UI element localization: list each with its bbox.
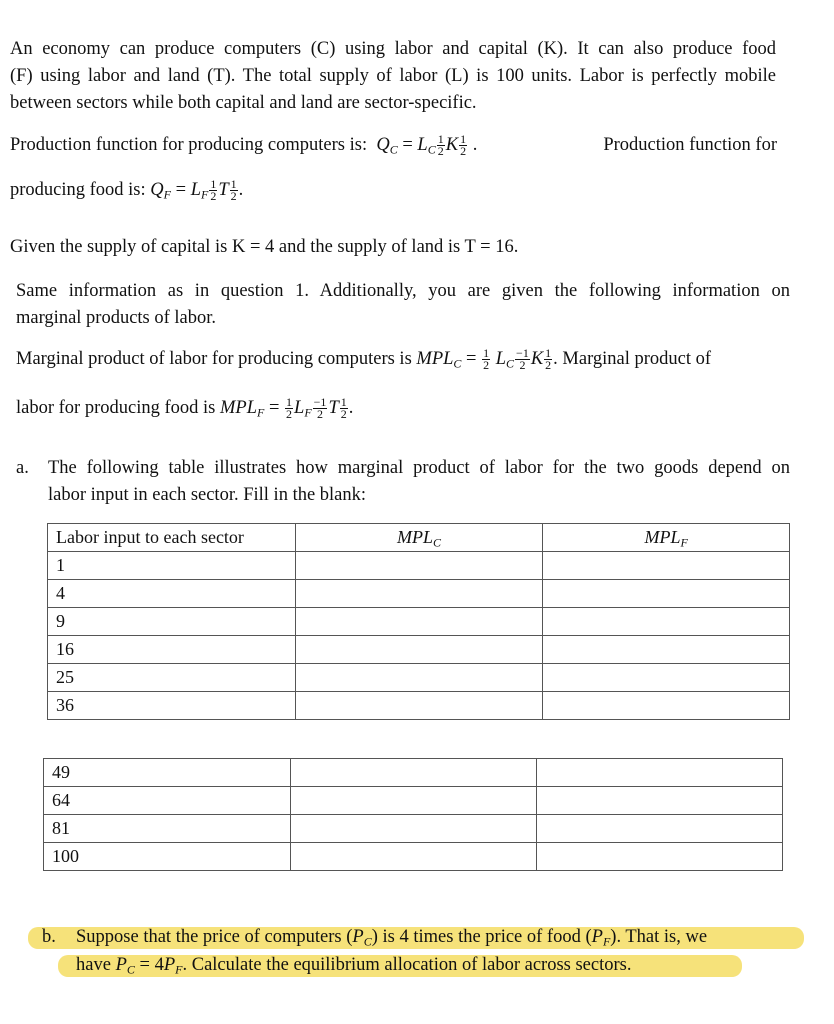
labor-value: 1 (48, 552, 296, 580)
mplc-blank[interactable] (295, 580, 543, 608)
header-mplf: $MPL_F$ (543, 524, 790, 552)
formula-mplc: $MPL_C$ = $\frac{1}{2}$ $L_C$ $\frac{-1}{2}$ K $\frac{1}{2}$ . (416, 346, 558, 373)
header-labor-input: Labor input to each sector (48, 524, 296, 552)
table-row (44, 787, 783, 815)
mpl-table-top (47, 523, 790, 720)
table-row (48, 552, 790, 580)
mpl-f-prefix: labor for producing food is (16, 398, 216, 418)
mpl-c-suffix: Marginal product of (562, 349, 712, 369)
part-b-line-1: Suppose that the price of computers $(P_C)$ is 4 times the price of food $(P_F)$. That is, we (76, 927, 708, 949)
supply-text: Given the supply of capital is K = 4 and the supply of land is T = 16. (10, 237, 519, 257)
mplf-blank[interactable] (537, 787, 783, 815)
intro-line-1: An economy can produce computers (C) using labor and capital (K). It can also produce food (10, 39, 776, 59)
formula-qc: $Q_C = L_C$ $\frac{1}{2}$ K $\frac{1}{2}$ . (376, 132, 478, 159)
part-a-line-2: labor input in each sector. Fill in the blank: (48, 485, 367, 505)
labor-value: 49 (44, 759, 291, 787)
mplf-blank[interactable] (537, 759, 783, 787)
labor-value: 64 (44, 787, 291, 815)
mplc-blank[interactable] (295, 636, 543, 664)
formula-qf: $Q_F = L_F$ $\frac{1}{2}$ T $\frac{1}{2}$ . (150, 177, 244, 204)
production-computers-prefix: Production function for producing computers is: (10, 135, 368, 155)
production-computers (10, 132, 490, 159)
mplc-blank[interactable] (290, 787, 537, 815)
mplc-blank[interactable] (295, 692, 543, 720)
labor-value: 36 (48, 692, 296, 720)
mplf-blank[interactable] (543, 636, 790, 664)
q2-line-1: Same information as in question 1. Additionally, you are given the following information on (16, 281, 790, 301)
header-mplc: $MPL_C$ (295, 524, 543, 552)
mplc-blank[interactable] (290, 815, 537, 843)
labor-value: 81 (44, 815, 291, 843)
intro-line-3: between sectors while both capital and land are sector-specific. (10, 93, 477, 113)
mplc-blank[interactable] (295, 608, 543, 636)
mplc-blank[interactable] (295, 664, 543, 692)
labor-value: 16 (48, 636, 296, 664)
production-food-prefix: Production function for (603, 135, 777, 155)
intro-line-2: (F) using labor and land (T). The total supply of labor (L) is 100 units. Labor is perfectly mobile (10, 66, 776, 86)
labor-value: 100 (44, 843, 291, 871)
mplc-blank[interactable] (295, 552, 543, 580)
table-header-row (48, 524, 790, 552)
mpl-c-prefix: Marginal product of labor for producing computers is (16, 349, 412, 369)
table-row (44, 815, 783, 843)
part-a-line-1: The following table illustrates how marginal product of labor for the two goods depend on (48, 458, 790, 478)
mplf-blank[interactable] (543, 692, 790, 720)
mplf-blank[interactable] (543, 552, 790, 580)
table-row (48, 580, 790, 608)
part-a-label: a. (16, 458, 29, 478)
mplf-blank[interactable] (537, 843, 783, 871)
q2-line-2: marginal products of labor. (16, 308, 217, 328)
mplf-blank[interactable] (543, 664, 790, 692)
mplf-blank[interactable] (543, 580, 790, 608)
production-food-line2: producing food is: (10, 180, 146, 200)
table-row (48, 692, 790, 720)
labor-value: 25 (48, 664, 296, 692)
table-row (44, 759, 783, 787)
labor-value: 4 (48, 580, 296, 608)
mpl-food (16, 395, 516, 422)
mplc-blank[interactable] (290, 759, 537, 787)
table-row (48, 636, 790, 664)
labor-value: 9 (48, 608, 296, 636)
table-row (48, 608, 790, 636)
mpl-computers (16, 346, 806, 373)
formula-mplf: $MPL_F$ = $\frac{1}{2}$ $L_F$ $\frac{-1}{2}$ T $\frac{1}{2}$ . (219, 395, 354, 422)
part-b-label: b. (42, 927, 56, 947)
part-b-line-2: have $P_C = 4P_F$. Calculate the equilibrium allocation of labor across sectors. (76, 955, 632, 977)
mplc-blank[interactable] (290, 843, 537, 871)
mpl-table-bottom (43, 758, 783, 871)
mplf-blank[interactable] (537, 815, 783, 843)
production-food (10, 177, 410, 204)
table-row (44, 843, 783, 871)
table-row (48, 664, 790, 692)
mplf-blank[interactable] (543, 608, 790, 636)
